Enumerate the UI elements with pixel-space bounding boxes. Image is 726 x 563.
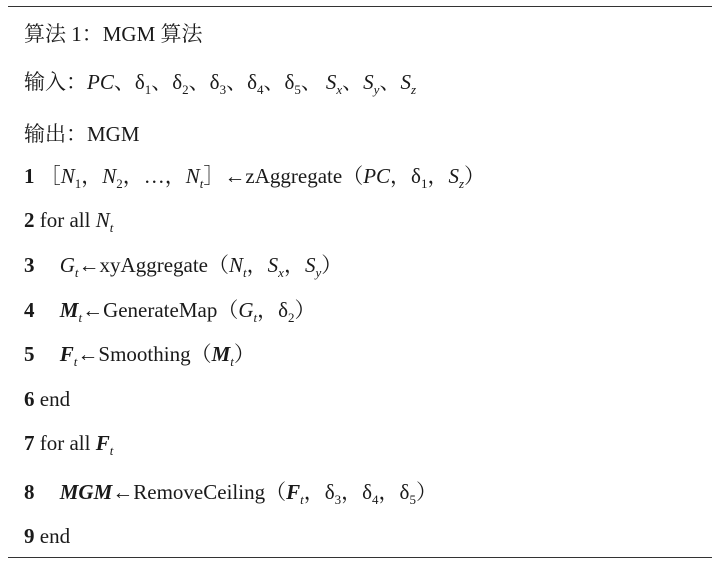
paren-close: ）: [294, 298, 316, 322]
sub: 2: [182, 82, 189, 97]
sub-t: t: [78, 310, 83, 325]
line-number: 2: [24, 208, 35, 232]
delta: δ: [209, 70, 220, 94]
comma: ，: [246, 253, 268, 277]
delta: δ: [324, 480, 335, 504]
sub-y: y: [373, 82, 380, 97]
sub-t: t: [253, 310, 258, 325]
sep: 、: [263, 70, 285, 94]
var-n: N: [60, 164, 75, 188]
line-number: 4: [24, 298, 35, 322]
ellipsis: ，…，: [122, 164, 186, 188]
sub-t: t: [230, 354, 234, 369]
comma: ，: [257, 298, 279, 322]
end-keyword: end: [39, 387, 71, 411]
comma: ，: [283, 253, 305, 277]
var-s: S: [267, 253, 279, 277]
delta: δ: [411, 164, 421, 188]
line-number: 1: [24, 164, 35, 188]
var-n: N: [185, 164, 200, 188]
var-g: G: [59, 253, 75, 277]
s: S: [400, 70, 411, 94]
line-number: 3: [24, 253, 35, 277]
step-1: [24, 163, 485, 189]
sub: 1: [74, 176, 82, 191]
paren-close: ）: [415, 480, 437, 504]
step-6: [24, 386, 70, 412]
input-pc: PC: [87, 70, 114, 94]
var-n: N: [229, 253, 244, 277]
input-label: 输入：: [24, 70, 87, 94]
line-number: 9: [24, 524, 35, 548]
s: S: [325, 70, 337, 94]
sub-t: t: [109, 220, 114, 235]
sub: 5: [409, 492, 416, 507]
var-n: N: [102, 164, 117, 188]
end-keyword: end: [39, 524, 71, 548]
step-7: [24, 430, 113, 456]
var-n: N: [95, 208, 110, 232]
step-9: [24, 523, 70, 549]
step-4: [24, 297, 316, 323]
line-number: 8: [24, 480, 35, 504]
delta: δ: [172, 70, 183, 94]
title-prefix: 算法 1：: [24, 22, 103, 46]
comma: ，: [427, 164, 449, 188]
line-number: 6: [24, 387, 35, 411]
var-mgm: MGM: [59, 480, 113, 504]
sub-x: x: [278, 265, 284, 280]
call-zaggregate: ←zAggregate（: [224, 164, 364, 188]
sub-t: t: [73, 354, 78, 369]
step-2: [24, 207, 113, 233]
line-number: 5: [24, 342, 35, 366]
bracket-open: ［: [39, 164, 61, 188]
paren-close: ）: [233, 342, 255, 366]
sub: 2: [288, 310, 295, 325]
sub: 1: [420, 176, 428, 191]
sep: 、: [379, 70, 401, 94]
sub-t: t: [300, 492, 304, 507]
sep: 、: [300, 70, 322, 94]
sub-t: t: [243, 265, 247, 280]
output-label: 输出：: [24, 122, 87, 146]
sep: 、: [151, 70, 173, 94]
s: S: [363, 70, 374, 94]
output-line: [24, 121, 140, 147]
step-3: [24, 252, 342, 278]
for-all: for all: [39, 208, 91, 232]
sub: 1: [144, 82, 152, 97]
comma: ，: [378, 480, 400, 504]
comma: ，: [390, 164, 412, 188]
call-xyaggregate: ←xyAggregate（: [78, 253, 230, 277]
var-s: S: [304, 253, 316, 277]
var-f: F: [95, 431, 110, 455]
sub-x: x: [336, 82, 343, 97]
sep: 、: [226, 70, 248, 94]
for-all: for all: [39, 431, 91, 455]
sub-z: z: [458, 176, 465, 191]
var-f: F: [286, 480, 301, 504]
sub: 2: [116, 176, 123, 191]
sep: 、: [113, 70, 135, 94]
title-name: MGM 算法: [102, 22, 203, 46]
step-5: [24, 341, 255, 367]
output-value: MGM: [87, 122, 140, 146]
step-8: [24, 479, 437, 505]
var-m: M: [211, 342, 231, 366]
paren-close: ）: [464, 164, 486, 188]
comma: ，: [303, 480, 325, 504]
call-generatemap: ←GenerateMap（: [82, 298, 239, 322]
call-removeceiling: ←RemoveCeiling（: [112, 480, 287, 504]
sub-t: t: [109, 443, 114, 458]
sub-z: z: [410, 82, 416, 97]
delta: δ: [278, 298, 289, 322]
input-line: [24, 69, 416, 95]
line-number: 7: [24, 431, 35, 455]
algorithm-title: [24, 21, 203, 47]
sub-y: y: [315, 265, 322, 280]
algorithm-box: [8, 6, 712, 558]
call-smoothing: ←Smoothing（: [77, 342, 212, 366]
sub: 5: [294, 82, 301, 97]
sub-t: t: [74, 265, 79, 280]
comma: ，: [341, 480, 363, 504]
delta: δ: [134, 70, 145, 94]
var-g: G: [238, 298, 254, 322]
delta: δ: [362, 480, 373, 504]
delta: δ: [284, 70, 295, 94]
delta: δ: [247, 70, 257, 94]
var-s: S: [448, 164, 459, 188]
var-f: F: [59, 342, 74, 366]
sub: 3: [334, 492, 342, 507]
comma: ，: [81, 164, 103, 188]
bracket-close: ］: [203, 164, 225, 188]
var-m: M: [59, 298, 79, 322]
sep: 、: [342, 70, 364, 94]
sub: 4: [372, 492, 379, 507]
sub: 3: [219, 82, 227, 97]
paren-close: ）: [321, 253, 343, 277]
sub-t: t: [199, 176, 204, 191]
delta: δ: [399, 480, 410, 504]
sep: 、: [188, 70, 210, 94]
var-pc: PC: [363, 164, 391, 188]
sub: 4: [256, 82, 264, 97]
